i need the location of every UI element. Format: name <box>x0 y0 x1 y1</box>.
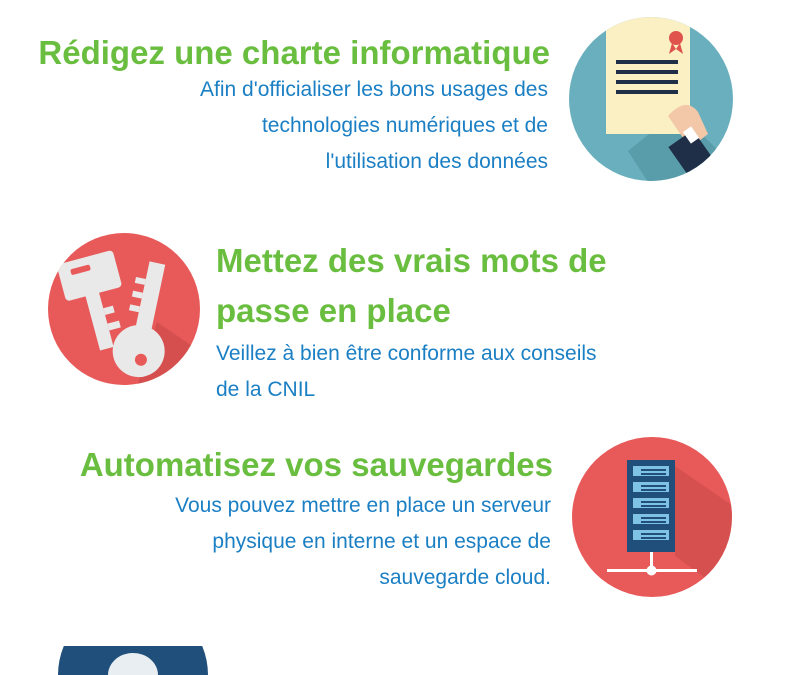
section-2-title-line-2: passe en place <box>216 292 451 329</box>
section-3-line-2: physique en interne et un espace de <box>212 530 551 553</box>
section-3-line-1: Vous pouvez mettre en place un serveur <box>175 494 551 517</box>
section-2-line-2: de la CNIL <box>216 378 316 401</box>
section-2-line-1: Veillez à bien être conforme aux conseils <box>216 342 597 365</box>
section-2-title-line-1: Mettez des vrais mots de <box>216 242 607 279</box>
section-1-title: Rédigez une charte informatique <box>38 34 550 71</box>
section-3-line-3: sauvegarde cloud. <box>379 566 551 589</box>
section-2-description <box>216 336 597 408</box>
section-1-line-3: l'utilisation des données <box>325 150 548 173</box>
section-3-description <box>31 488 551 596</box>
section-3-title: Automatisez vos sauvegardes <box>79 446 553 483</box>
section-1-line-2: technologies numériques et de <box>261 114 548 137</box>
server-icon <box>571 436 733 598</box>
section-1-line-1: Afin d'officialiser les bons usages des <box>200 78 548 101</box>
section-2-title <box>216 236 607 336</box>
partial-icon <box>58 646 208 675</box>
document-charter-icon <box>568 16 734 182</box>
section-1-description <box>28 72 548 180</box>
keys-icon <box>47 232 201 386</box>
